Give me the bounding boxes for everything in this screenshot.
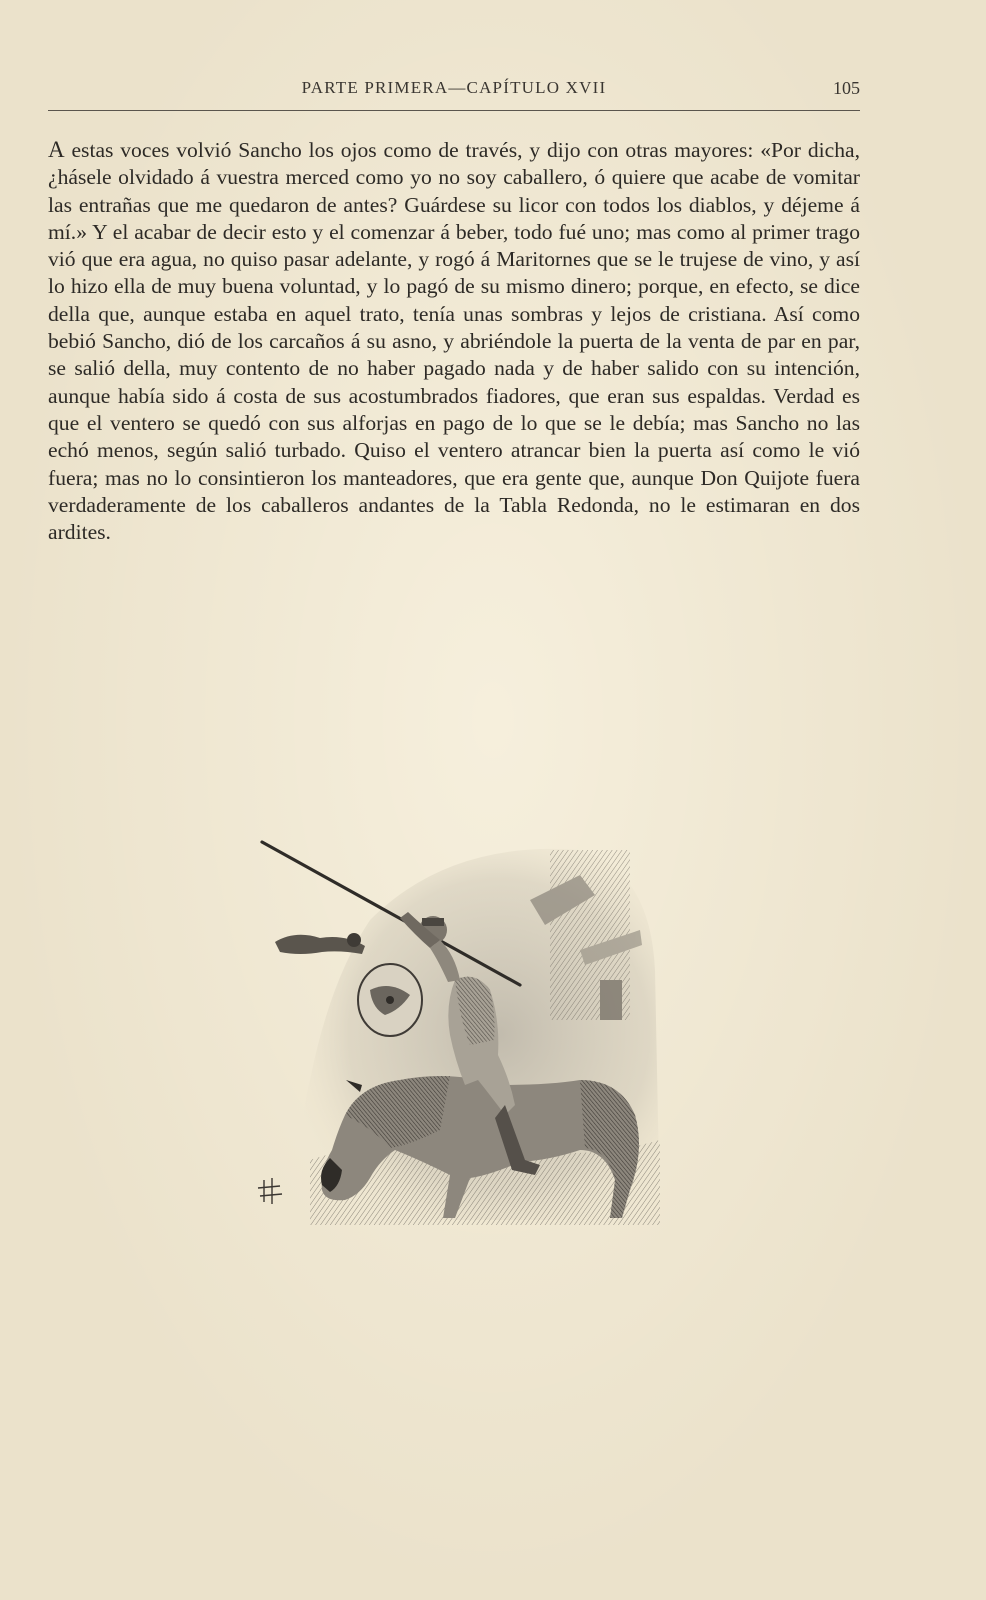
running-title: PARTE PRIMERA—CAPÍTULO XVII — [301, 78, 607, 97]
page-number: 105 — [833, 78, 860, 98]
dropcap-letter: A — [48, 137, 65, 162]
artist-monogram — [258, 1178, 282, 1204]
knight-illustration — [250, 830, 660, 1225]
flying-figure — [275, 933, 365, 954]
body-paragraph — [48, 136, 860, 546]
knight-on-horse-engraving — [250, 830, 660, 1225]
running-head — [48, 78, 860, 104]
shield — [358, 964, 422, 1036]
paragraph-text: estas voces volvió Sancho los ojos como de través, y dijo con otras mayores: «Por dicha, ¿hásele olvidado á vuestra merced como yo no soy caballero, ó quiere que acabe de vomitar las entrañas que me quedaron de antes? Guárdese su licor con todos los diablos, y déjeme á mí.» Y el acabar de decir esto y el comenzar á beber, todo fué uno; mas como al primer trago vió que era agua, no quiso pasar adelante, y rogó á Maritornes que se le trujese de vino, y así lo hizo ella de muy buena voluntad, y lo pagó de su mismo dinero; porque, en efecto, se dice della que, aunque estaba en aquel trato, tenía unas sombras y lejos de cristiana. Así como bebió Sancho, dió de los carcaños á su asno, y abriéndole la puerta de la venta de par en par, se salió della, muy contento de no haber pagado nada y de haber salido con su intención, aunque había sido á costa de sus acostumbrados fiadores, que eran sus espaldas. Verdad es que el ventero se quedó con sus alforjas en pago de lo que se le debía; mas Sancho no las echó menos, según salió turbado. Quiso el ventero atrancar bien la puerta así como le vió fuera; mas no lo consintieron los manteadores, que era gente que, aunque Don Quijote fuera verdaderamente de los caballeros andantes de la Tabla Redonda, no le estimaran en dos ardites. — [48, 138, 860, 545]
header-rule — [48, 110, 860, 111]
